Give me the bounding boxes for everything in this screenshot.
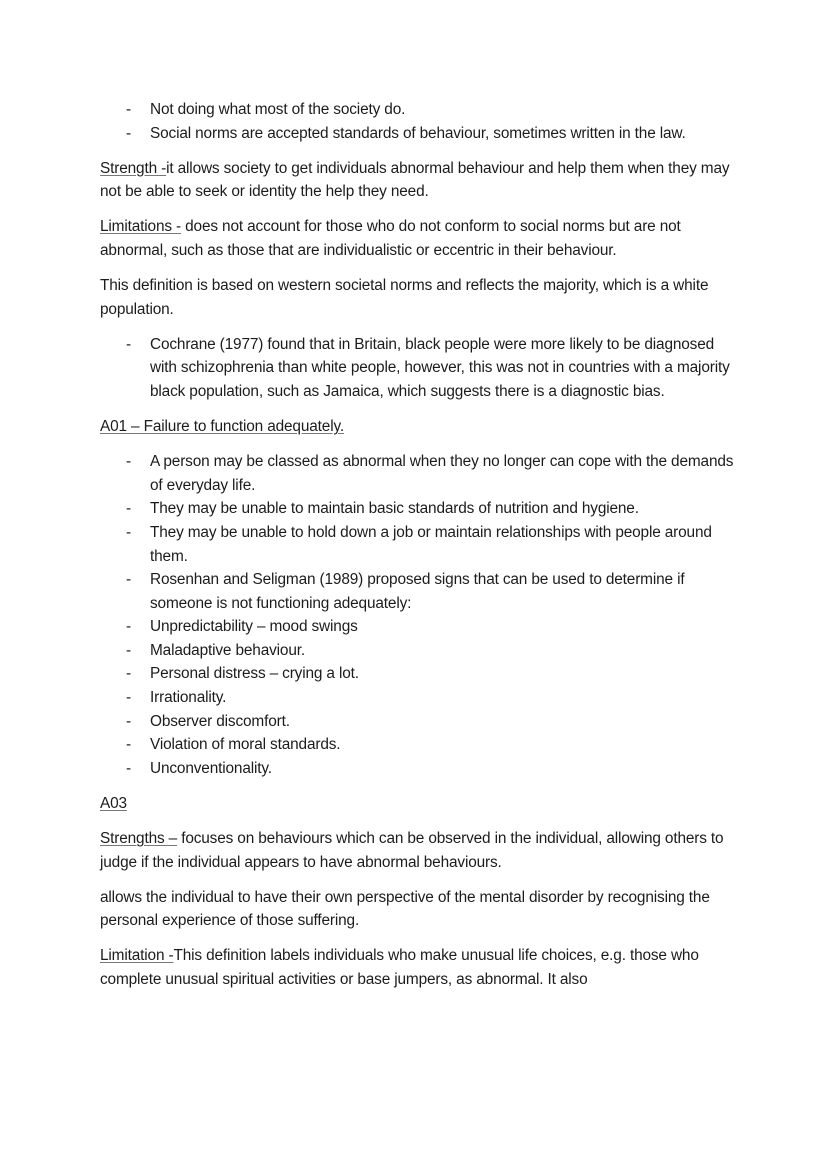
list-item: - Cochrane (1977) found that in Britain, black people were more likely to be diagnosed with schizophrenia than white people, however, this was not in countries with a majority black population, such as Jamaica, which suggests there is a diagnostic bias.	[100, 333, 740, 404]
list-item: - A person may be classed as abnormal when they no longer can cope with the demands of everyday life.	[100, 450, 740, 497]
document-page	[100, 98, 740, 1003]
limitation-paragraph	[100, 944, 740, 991]
limitations-paragraph	[100, 215, 740, 262]
strength-paragraph	[100, 157, 740, 204]
list-item: - Not doing what most of the society do.	[100, 98, 740, 122]
list-item: - They may be unable to hold down a job or maintain relationships with people around them.	[100, 521, 740, 568]
cochrane-list	[100, 333, 740, 404]
list-item: - Unconventionality.	[100, 757, 740, 781]
strengths-text: focuses on behaviours which can be observed in the individual, allowing others to judge if the individual appears to have abnormal behaviours.	[100, 830, 724, 871]
social-norms-list	[100, 98, 740, 145]
strengths-paragraph	[100, 827, 740, 874]
list-item: - Social norms are accepted standards of behaviour, sometimes written in the law.	[100, 122, 740, 146]
list-item: - Violation of moral standards.	[100, 733, 740, 757]
list-item: - Observer discomfort.	[100, 710, 740, 734]
limitations-label: Limitations -	[100, 218, 182, 236]
strength-label: Strength -	[100, 159, 167, 177]
list-item: - Personal distress – crying a lot.	[100, 662, 740, 686]
list-item: - Rosenhan and Seligman (1989) proposed signs that can be used to determine if someone is not functioning adequately:	[100, 568, 740, 615]
a01-heading-text: A01 – Failure to function adequately.	[100, 418, 344, 436]
list-item: - Maladaptive behaviour.	[100, 639, 740, 663]
western-norms-paragraph: This definition is based on western societal norms and reflects the majority, which is a white population.	[100, 277, 709, 318]
limitation-text: This definition labels individuals who make unusual life choices, e.g. those who complete unusual spiritual activities or base jumpers, as abnormal. It also	[100, 947, 699, 988]
perspective-paragraph: allows the individual to have their own perspective of the mental disorder by recognising the personal experience of those suffering.	[100, 888, 710, 930]
a03-heading	[100, 792, 740, 816]
strength-text: it allows society to get individuals abnormal behaviour and help them when they may not be able to seek or identity the help they need.	[100, 159, 730, 201]
failure-to-function-list	[100, 450, 740, 780]
limitation-label: Limitation -	[100, 947, 174, 965]
a03-heading-text: A03	[100, 794, 127, 812]
a01-heading	[100, 415, 740, 439]
strengths-label: Strengths –	[100, 830, 178, 848]
list-item: - Unpredictability – mood swings	[100, 615, 740, 639]
limitations-text: does not account for those who do not conform to social norms but are not abnormal, such as those that are individualistic or eccentric in their behaviour.	[100, 218, 681, 259]
list-item: - Irrationality.	[100, 686, 740, 710]
list-item: - They may be unable to maintain basic standards of nutrition and hygiene.	[100, 497, 740, 521]
